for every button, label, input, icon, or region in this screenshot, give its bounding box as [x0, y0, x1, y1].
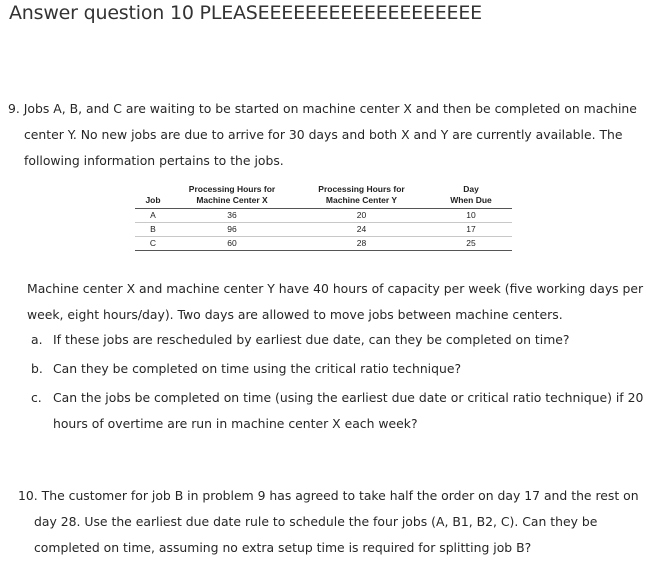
option-text: hours of overtime are run in machine center X each week?	[53, 416, 418, 431]
table-row	[135, 223, 512, 237]
header-machine-x: Processing Hours for Machine Center X	[171, 184, 293, 209]
question-10-line: day 28. Use the earliest due date rule to schedule the four jobs (A, B1, B2, C). Can they be	[34, 514, 598, 529]
question-9-line: center Y. No new jobs are due to arrive for 30 days and both X and Y are currently available. The	[24, 127, 623, 142]
capacity-line: Machine center X and machine center Y have 40 hours of capacity per week (five working days per	[27, 281, 644, 296]
jobs-table	[135, 184, 512, 251]
question-9-line: following information pertains to the jobs.	[24, 153, 284, 168]
cell-due-day: 10	[430, 209, 512, 223]
question-9-line: 9. Jobs A, B, and C are waiting to be started on machine center X and then be completed on machine	[8, 101, 637, 116]
post-title: Answer question 10 PLEASEEEEEEEEEEEEEEEEEEE	[9, 2, 482, 24]
option-a	[31, 327, 570, 353]
question-10-line: completed on time, assuming no extra setup time is required for splitting job B?	[34, 540, 532, 555]
option-letter: b.	[31, 361, 43, 376]
capacity-line: week, eight hours/day). Two days are allowed to move jobs between machine centers.	[27, 307, 563, 322]
cell-job: C	[135, 237, 171, 251]
question-10-line: 10. The customer for job B in problem 9 has agreed to take half the order on day 17 and the rest on	[18, 488, 639, 503]
cell-hours-x: 96	[171, 223, 293, 237]
option-text: If these jobs are rescheduled by earliest due date, can they be completed on time?	[53, 332, 570, 347]
option-text: Can they be completed on time using the critical ratio technique?	[53, 361, 462, 376]
question-9-text	[8, 96, 637, 174]
capacity-text	[27, 276, 643, 328]
option-letter: c.	[31, 390, 42, 405]
option-c	[31, 385, 643, 437]
cell-hours-x: 60	[171, 237, 293, 251]
table-row	[135, 237, 512, 251]
question-10-text	[18, 483, 639, 561]
cell-hours-y: 20	[293, 209, 430, 223]
table-header-row	[135, 184, 512, 209]
option-text: Can the jobs be completed on time (using the earliest due date or critical ratio technique) if 20	[53, 390, 644, 405]
cell-hours-y: 24	[293, 223, 430, 237]
option-b	[31, 356, 461, 382]
cell-job: B	[135, 223, 171, 237]
option-letter: a.	[31, 332, 43, 347]
table-row	[135, 209, 512, 223]
cell-due-day: 25	[430, 237, 512, 251]
cell-due-day: 17	[430, 223, 512, 237]
header-job: Job	[135, 184, 171, 209]
header-machine-y: Processing Hours for Machine Center Y	[293, 184, 430, 209]
cell-hours-y: 28	[293, 237, 430, 251]
header-due-day: Day When Due	[430, 184, 512, 209]
cell-job: A	[135, 209, 171, 223]
cell-hours-x: 36	[171, 209, 293, 223]
